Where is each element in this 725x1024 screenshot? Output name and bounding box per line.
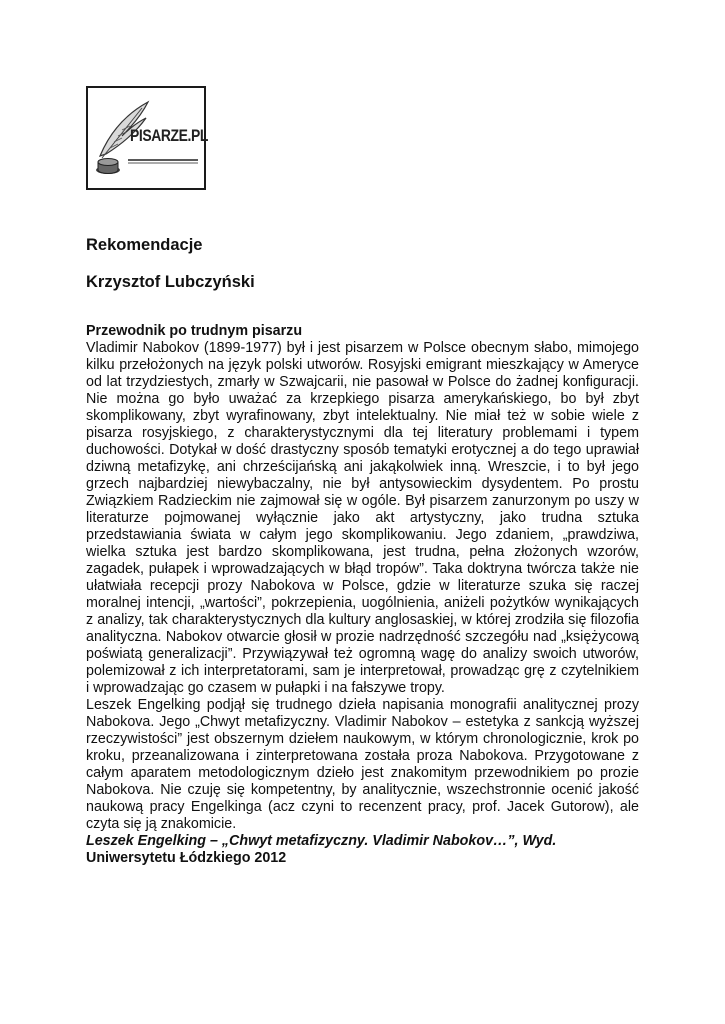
article-paragraph-2: Leszek Engelking podjął się trudnego dzieła napisania monografii analitycznej prozy Nabokova. Jego „Chwyt metafizyczny. Vladimir Nabokov – estetyka z sankcją wyższej rzeczywistości” jest obszernym dziełem naukowym, w którym chronologicznie, krok po kroku, przeanalizowana i zinterpretowana została proza Nabokova. Przygotowane z całym aparatem metodologicznym dzieło jest znakomitym przewodnikiem po prozie Nabokova. Nie czuję się kompetentny, by analitycznie, wszechstronnie ocenić jakość naukową pracy Engelkinga (acz czyni to recenzent pracy, prof. Jacek Gutorow), ale czyta się ją znakomicie. — [86, 697, 639, 832]
site-logo[interactable] — [86, 86, 209, 190]
book-reference-line-1: Leszek Engelking – „Chwyt metafizyczny. Vladimir Nabokov…”, Wyd. — [86, 833, 557, 849]
page-title: Rekomendacje — [86, 236, 203, 254]
book-reference-line-2: Uniwersytetu Łódzkiego 2012 — [86, 850, 287, 866]
article-paragraph-1: Vladimir Nabokov (1899-1977) był i jest pisarzem w Polsce obecnym słabo, mimojego kilku przełożonych na język polski utworów. Rosyjski emigrant mieszkający w Ameryce od lat trzydziestych, zmarły w Szwajcarii, nie pasował w Polsce do żadnej konfiguracji. Nie można go było uważać za krzepkiego pisarza amerykańskiego, bo był zbyt skomplikowany, zbyt wyrafinowany, zbyt intelektualny. Nie miał też w sobie wiele z pisarza rosyjskiego, z charakterystycznymi dla tej literatury problemami i typem duchowości. Dotykał w dość drastyczny sposób tematyki erotycznej a do tego uprawiał dziwną metafizykę, ani chrześcijańską ani jakąkolwiek inną. Wreszcie, i to był jego grzech najbardziej niewybaczalny, nie był antysowieckim dysydentem. Po prostu Związkiem Radzieckim nie zajmował się w ogóle. Był pisarzem zanurzonym po uszy w literaturze pojmowanej wyłącznie jako akt artystyczny, jako trudna sztuka przedstawiania świata w całym jego skomplikowaniu. Jego zdaniem, „prawdziwa, wielka sztuka jest bardzo skomplikowana, jest trudna, pełna złożonych wzorów, zagadek, pułapek i wprowadzających w błąd tropów”. Taka doktryna twórcza także nie ułatwiała recepcji prozy Nabokova w Polsce, gdzie w literaturze szuka się raczej moralnej intencji, „wartości”, pokrzepienia, uogólnienia, aniżeli pożytków wynikających z analizy, tak charakterystycznych dla kultury anglosaskiej, w której zrodziła się filozofia analityczna. Nabokov otwarcie głosił w prozie nadrzędność szczegółu nad „księżycową poświatą generalizacji”. Przywiązywał też ogromną wagę do analizy swoich utworów, polemizował z ich interpretatorami, sam je interpretował, prowadząc grę z czytelnikiem i wprowadzając go czasem w pułapki i na fałszywe tropy. — [86, 340, 639, 696]
logo-text: PISARZE.PL — [130, 126, 209, 145]
article-subtitle: Przewodnik po trudnym pisarzu — [86, 323, 303, 339]
article-body — [86, 323, 639, 867]
author-name: Krzysztof Lubczyński — [86, 273, 255, 291]
